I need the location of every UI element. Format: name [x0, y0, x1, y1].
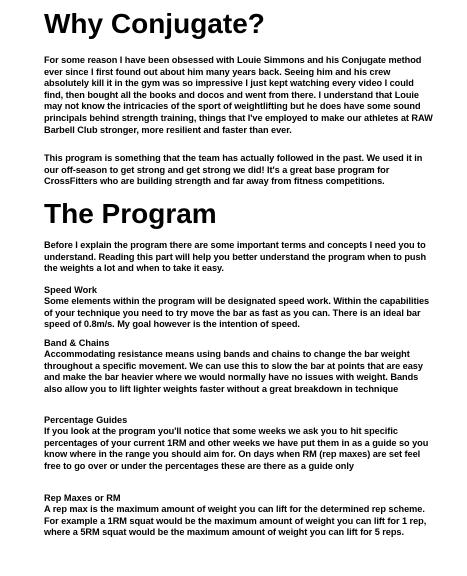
rep-maxes-heading: Rep Maxes or RM [44, 493, 121, 503]
program-intro-paragraph: Before I explain the program there are some important terms and concepts I need you to understand. Reading this part will help you better understand the program when to push the weights a lot and when to take it easy. [44, 240, 427, 274]
percentage-guides-heading: Percentage Guides [44, 415, 128, 425]
band-chains-paragraph: Accommodating resistance means using bands and chains to change the bar weight throughout a specific movement. We can use this to slow the bar at points that are easy and make the bar heavier where we would normally have no issues with weight. Bands also allow you to lift lighter weights faster without a great breakdown in technique [44, 349, 423, 394]
band-chains-heading: Band & Chains [44, 338, 110, 348]
intro-paragraph-2: This program is something that the team has actually followed in the past. We used it in our off-season to get strong and get strong we did! It's a great base program for CrossFitters who are building strength and far away from fitness competitions. [44, 153, 423, 187]
speed-work-heading: Speed Work [44, 285, 97, 295]
heading-why-conjugate: Why Conjugate? [44, 8, 265, 39]
rep-maxes-paragraph: A rep max is the maximum amount of weight you can lift for the determined rep scheme. For example a 1RM squat would be the maximum amount of weight you can lift for 1 rep, where a 5RM squat would be the maximum amount of weight you can lift for 5 reps. [44, 504, 427, 538]
percentage-guides-paragraph: If you look at the program you'll notice that some weeks we ask you to hit specific percentages of your current 1RM and other weeks we have put them in as a guide so you know where in the range you should aim for. On days when RM (rep maxes) are set feel free to go over or under the percentages these are there as a guide only [44, 426, 429, 471]
speed-work-paragraph: Some elements within the program will be designated speed work. Within the capabilities of your technique you need to try move the bar as fast as you can. There is an ideal bar speed of 0.8m/s. My goal however is the intention of speed. [44, 296, 430, 330]
intro-paragraph-1: For some reason I have been obsessed with Louie Simmons and his Conjugate method ever since I first found out about him many years back. Seeing him and his crew absolutely kill it in the gym was so impressive I just kept watching every video I could find, then bought all the books and docos and went from there. I understand that Louie may not know the intricacies of the sport of weightlifting but he does have some sound principals behind strength training, things that I've employed to make our athletes at RAW Barbell Club stronger, more resilient and faster than ever. [44, 55, 433, 135]
heading-the-program: The Program [44, 198, 217, 229]
